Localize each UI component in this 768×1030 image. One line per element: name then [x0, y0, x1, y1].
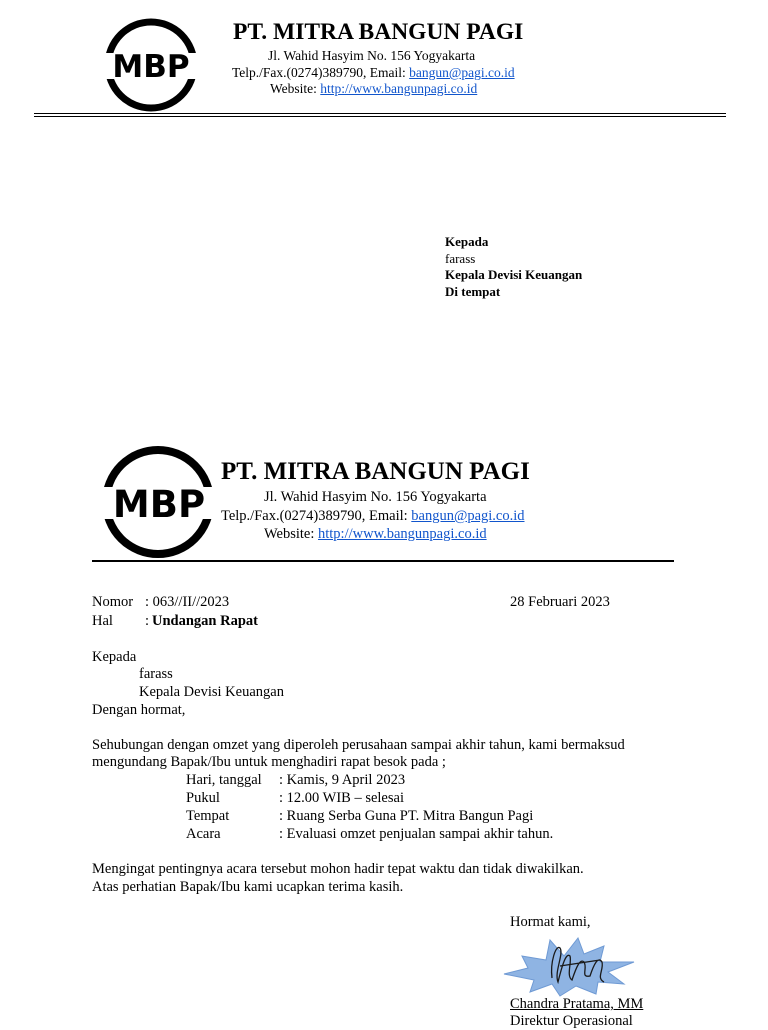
company-logo	[97, 18, 205, 112]
company-contact	[221, 508, 525, 525]
contact-prefix: Telp./Fax.(0274)389790, Email:	[221, 508, 412, 524]
contact-prefix: Telp./Fax.(0274)389790, Email:	[232, 65, 410, 80]
letter-date: 28 Februari 2023	[510, 594, 610, 610]
envelope-recipient: farass	[445, 250, 476, 266]
svg-text:MBP: MBP	[112, 483, 206, 526]
nomor-value: : 063//II//2023	[145, 594, 230, 610]
hal-label: Hal	[92, 613, 113, 629]
hal-separator: :	[145, 613, 150, 629]
website-link[interactable]: http://www.bangunpagi.co.id	[318, 526, 487, 542]
detail-label-event: Acara	[186, 826, 221, 842]
company-name: PT. MITRA BANGUN PAGI	[233, 19, 524, 45]
detail-label-day: Hari, tanggal	[186, 772, 262, 788]
body-line-1: Sehubungan dengan omzet yang diperoleh perusahaan sampai akhir tahun, kami bermaksud	[92, 737, 625, 753]
detail-label-time: Pukul	[186, 790, 220, 806]
company-contact	[232, 65, 515, 81]
company-website	[264, 526, 487, 543]
envelope-address	[445, 234, 582, 300]
regards: Hormat kami,	[510, 914, 591, 930]
stamp-shape	[504, 938, 634, 996]
stamp-and-signature	[500, 932, 645, 1003]
signer-title: Direktur Operasional	[510, 1013, 633, 1029]
email-link[interactable]: bangun@pagi.co.id	[411, 508, 525, 524]
body-line-2: mengundang Bapak/Ibu untuk menghadiri rapat besok pada ;	[92, 754, 446, 770]
website-link[interactable]: http://www.bangunpagi.co.id	[320, 81, 478, 96]
detail-value-place: : Ruang Serba Guna PT. Mitra Bangun Pagi	[279, 808, 534, 824]
envelope-to-label: Kepada	[445, 234, 489, 249]
nomor-label: Nomor	[92, 594, 134, 610]
signer-name: Chandra Pratama, MM	[510, 996, 644, 1012]
detail-value-event: : Evaluasi omzet penjualan sampai akhir tahun.	[279, 826, 554, 842]
header-divider-bottom	[34, 116, 726, 117]
envelope-position: Kepala Devisi Keuangan	[445, 267, 583, 282]
detail-value-time: : 12.00 WIB – selesai	[279, 790, 404, 806]
letter-recipient: farass	[139, 666, 173, 682]
company-address: Jl. Wahid Hasyim No. 156 Yogyakarta	[268, 48, 476, 63]
detail-value-day: : Kamis, 9 April 2023	[279, 772, 406, 788]
company-name: PT. MITRA BANGUN PAGI	[221, 458, 530, 485]
email-link[interactable]: bangun@pagi.co.id	[409, 65, 515, 80]
letter-header-divider	[92, 560, 674, 562]
header-divider-top	[34, 113, 726, 114]
letter-position: Kepala Devisi Keuangan	[139, 684, 284, 700]
company-website	[270, 81, 477, 97]
closing-line-2: Atas perhatian Bapak/Ibu kami ucapkan terima kasih.	[92, 879, 404, 895]
closing-line-1: Mengingat pentingnya acara tersebut mohon hadir tepat waktu dan tidak diwakilkan.	[92, 861, 584, 877]
hal-value: Undangan Rapat	[152, 613, 258, 629]
letter-to-label: Kepada	[92, 649, 137, 665]
company-logo	[97, 446, 223, 558]
company-address: Jl. Wahid Hasyim No. 156 Yogyakarta	[264, 489, 487, 505]
website-prefix: Website:	[270, 81, 321, 96]
svg-text:MBP: MBP	[112, 49, 190, 85]
greeting: Dengan hormat,	[92, 702, 186, 718]
detail-label-place: Tempat	[186, 808, 230, 824]
website-prefix: Website:	[264, 526, 318, 542]
envelope-place: Di tempat	[445, 283, 501, 299]
